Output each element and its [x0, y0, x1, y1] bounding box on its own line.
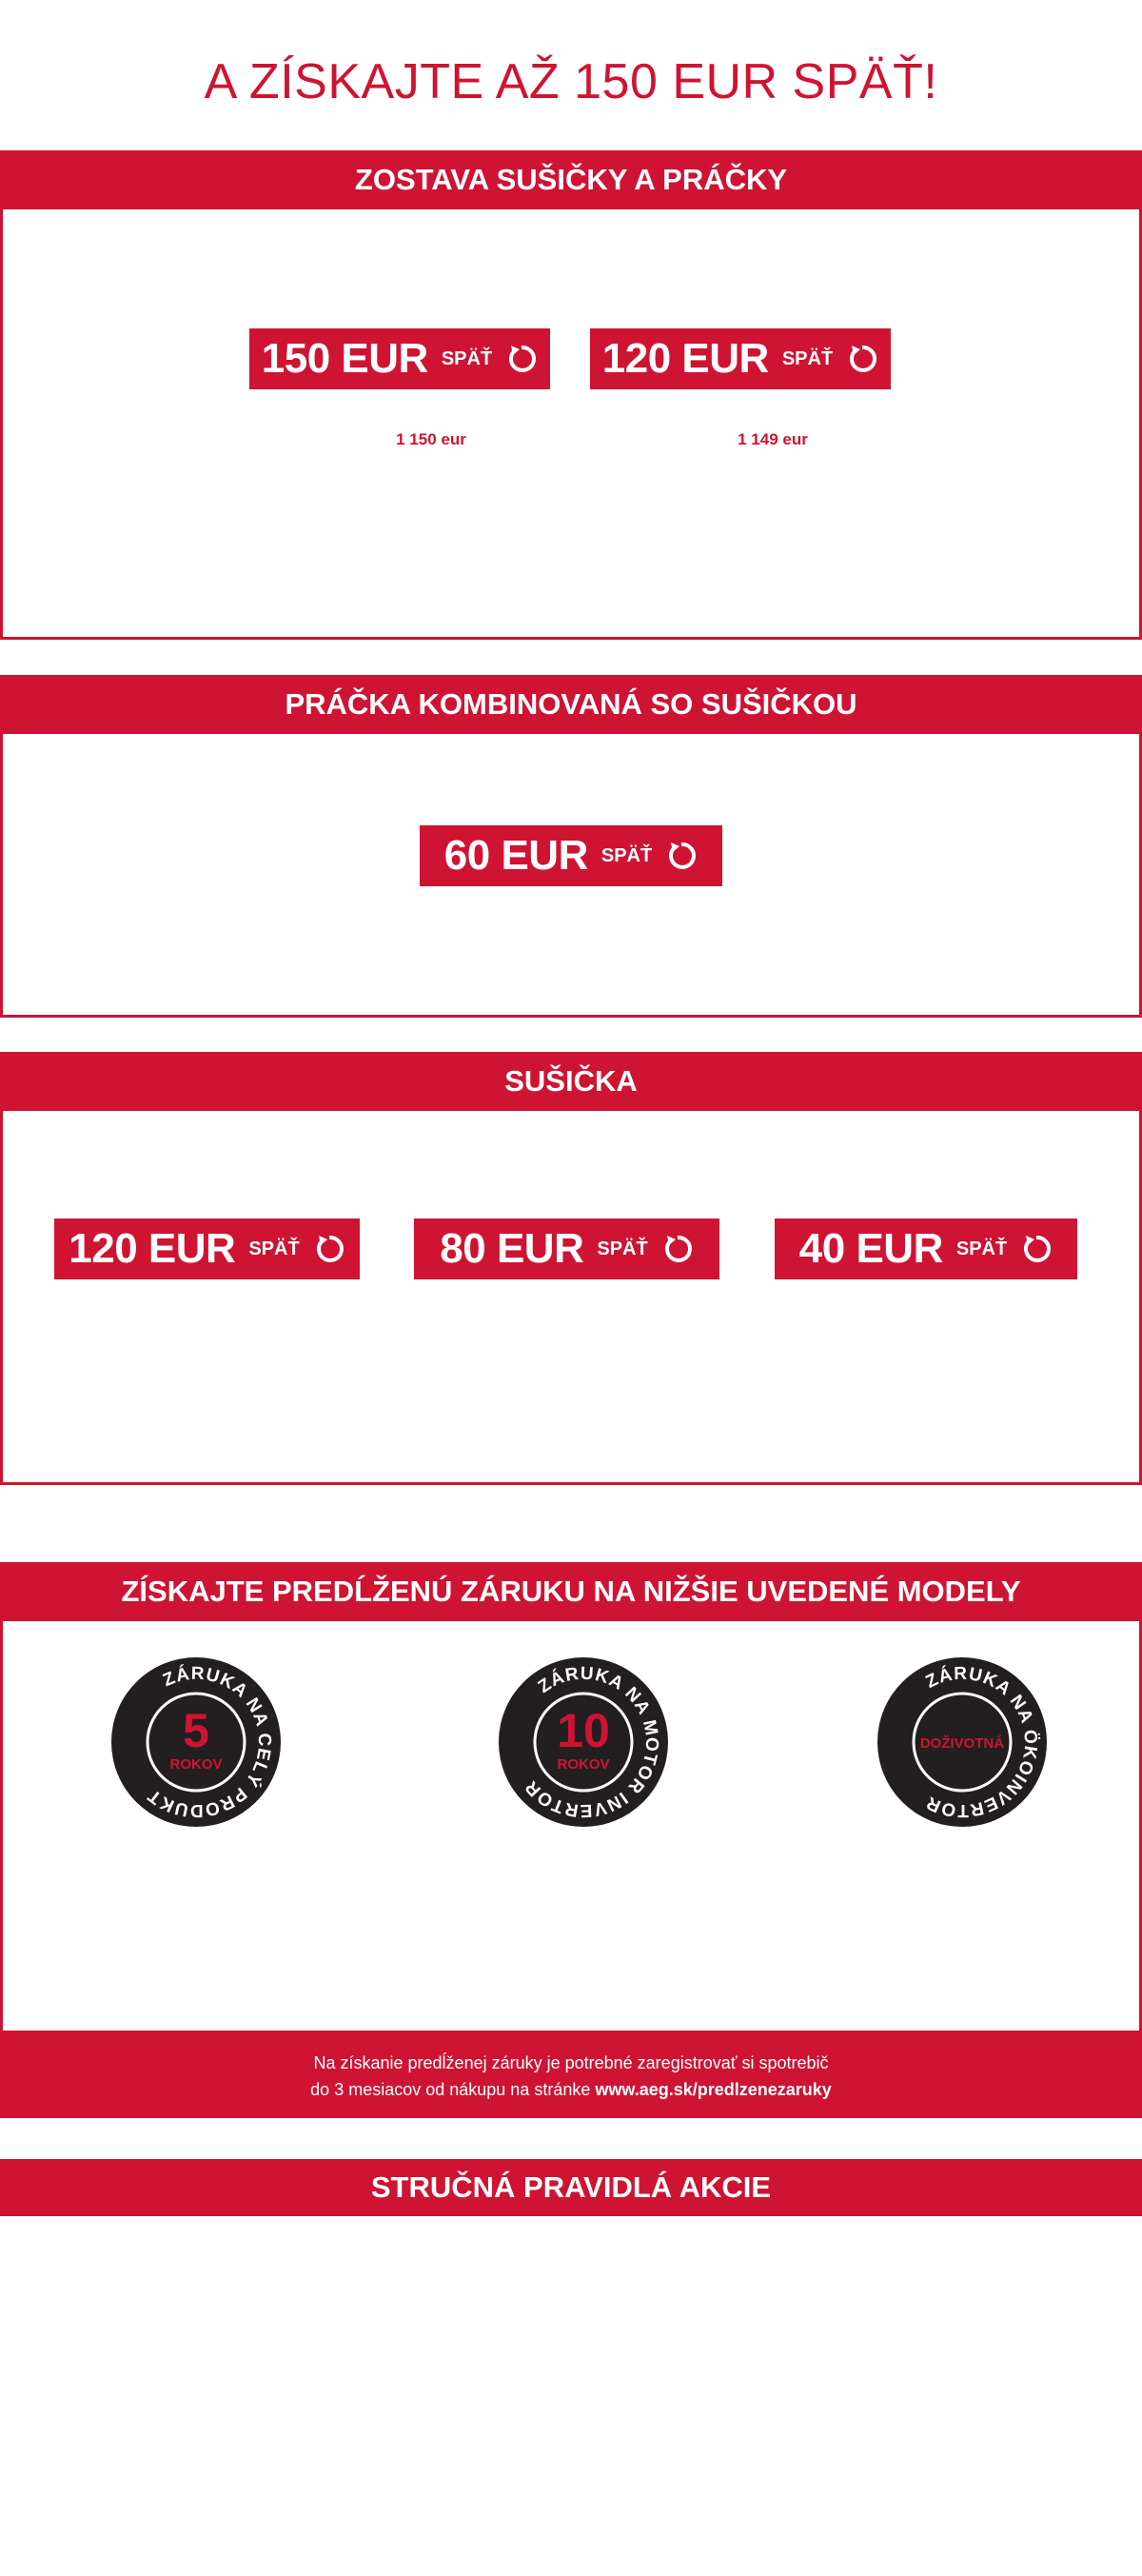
- seal-number: 5: [183, 1704, 209, 1757]
- cashback-badge: [54, 1219, 360, 1279]
- cashback-label: SPÄŤ: [781, 347, 834, 369]
- cashback-badge: [590, 328, 891, 389]
- refresh-arrow-icon: [505, 343, 538, 375]
- warranty-note: [0, 2033, 1142, 2118]
- refresh-arrow-icon: [661, 1233, 694, 1265]
- cashback-badge: [775, 1219, 1077, 1279]
- cashback-label: SPÄŤ: [601, 844, 653, 866]
- warranty-seal-icon: [498, 1656, 669, 1828]
- warranty-seal-icon: [110, 1656, 282, 1828]
- cashback-badge: [414, 1219, 719, 1279]
- warranty-link[interactable]: www.aeg.sk/predlzenezaruky: [595, 2080, 832, 2099]
- seal-ring-text: ZÁRUKA NA MOTOR INVERTOR: [521, 1663, 662, 1821]
- cashback-amount: 80 EUR: [440, 1225, 584, 1272]
- product-price: 1 149 eur: [738, 430, 808, 448]
- warranty-seal-icon: [876, 1656, 1048, 1828]
- cashback-label: SPÄŤ: [597, 1238, 648, 1259]
- seal-unit: ROKOV: [557, 1756, 610, 1773]
- cashback-badge: [249, 328, 550, 389]
- section-header-rules: STRUČNÁ PRAVIDLÁ AKCIE: [0, 2159, 1142, 2216]
- cashback-label: SPÄŤ: [955, 1238, 1008, 1259]
- refresh-arrow-icon: [313, 1233, 345, 1265]
- page-headline: A ZÍSKAJTE AŽ 150 EUR SPÄŤ!: [204, 54, 938, 109]
- section-header-warranty: ZÍSKAJTE PREDĹŽENÚ ZÁRUKU NA NIŽŠIE UVEDENÉ MODELY: [0, 1562, 1142, 1621]
- product-price: 1 150 eur: [396, 430, 466, 448]
- section-box-dryer: [0, 1111, 1142, 1485]
- seal-unit: ROKOV: [169, 1756, 223, 1773]
- section-header-combo: PRÁČKA KOMBINOVANÁ SO SUŠIČKOU: [0, 675, 1142, 734]
- section-box-set: [0, 209, 1142, 640]
- refresh-arrow-icon: [1020, 1233, 1053, 1265]
- refresh-arrow-icon: [846, 343, 878, 375]
- section-header-set: ZOSTAVA SUŠIČKY A PRÁČKY: [0, 150, 1142, 209]
- seal-number: 10: [557, 1704, 610, 1757]
- cashback-amount: 60 EUR: [443, 832, 588, 879]
- warranty-note-line1: Na získanie predĺženej záruky je potrebné zaregistrovať si spotrebič: [313, 2053, 829, 2072]
- cashback-badge: [420, 825, 722, 886]
- seal-ring-text: ZÁRUKA NA CELÝ PRODUKT: [144, 1663, 275, 1821]
- section-header-dryer: SUŠIČKA: [0, 1052, 1142, 1111]
- seal-ring-text: ZÁRUKA NA ÖKOINVERTOR: [922, 1663, 1041, 1821]
- cashback-amount: 120 EUR: [601, 335, 769, 382]
- cashback-label: SPÄŤ: [248, 1238, 300, 1259]
- cashback-amount: 120 EUR: [69, 1225, 236, 1272]
- cashback-amount: 40 EUR: [798, 1225, 943, 1272]
- cashback-label: SPÄŤ: [441, 347, 493, 369]
- refresh-arrow-icon: [665, 840, 698, 872]
- cashback-amount: 150 EUR: [261, 335, 428, 382]
- warranty-note-line2: do 3 mesiacov od nákupu na stránke: [310, 2080, 596, 2099]
- seal-unit: DOŽIVOTNÁ: [919, 1735, 1005, 1752]
